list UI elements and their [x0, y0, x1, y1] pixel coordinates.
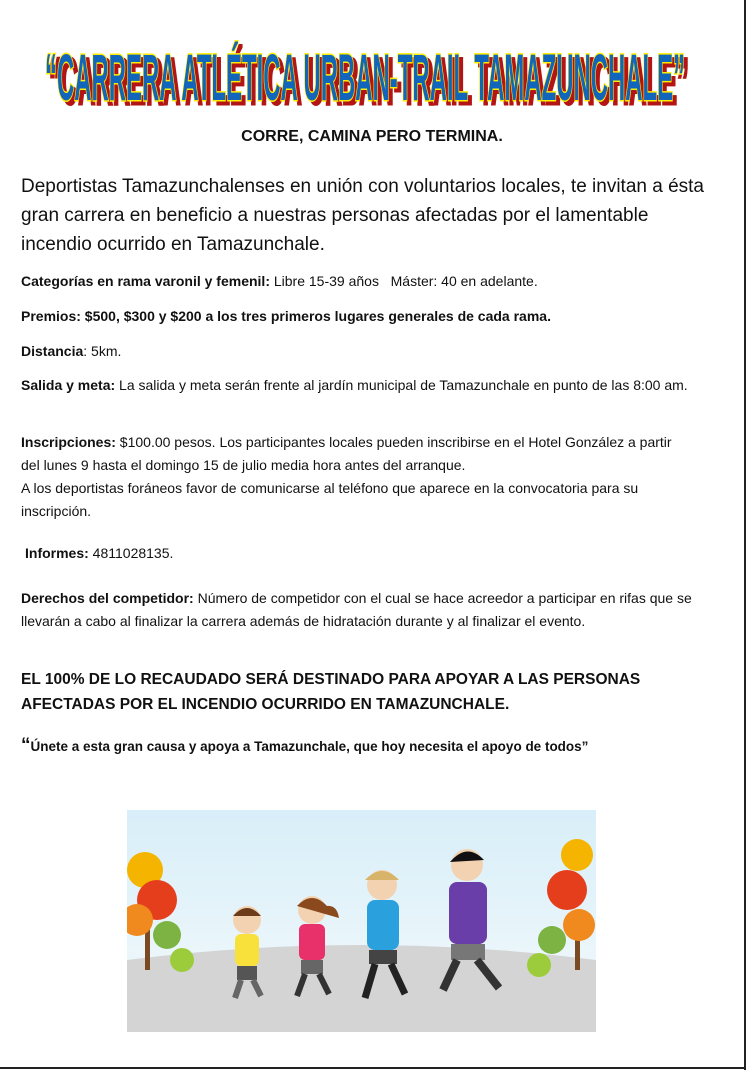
prizes-paragraph [21, 305, 711, 328]
registration-text-foreign: A los deportistas foráneos favor de comunicarse al teléfono que aparece en la convocatoria para su inscripción. [21, 480, 639, 519]
registration-label: Inscripciones: [21, 434, 116, 450]
slogan: CORRE, CAMINA PERO TERMINA. [241, 128, 503, 145]
categories-label: Categorías en rama varonil y femenil: [21, 273, 270, 289]
quote-text: Únete a esta gran causa y apoya a Tamazunchale, que hoy necesita el apoyo de todos” [30, 739, 589, 754]
quote-open-mark: “ [21, 735, 31, 756]
info-phone: 4811028135. [88, 545, 174, 561]
event-title: “CARRERA ATLÉTICA URBAN-TRAIL TAMAZUNCHALE” [45, 40, 685, 114]
registration-text: $100.00 pesos. Los participantes locales pueden inscribirse en el Hotel González a partir del lunes 9 hasta el domingo 15 de julio media hora antes del arranque. [21, 434, 672, 473]
registration-paragraph [21, 431, 681, 523]
family-running-illustration [127, 810, 596, 1032]
distance-text: : 5km. [83, 343, 122, 359]
page-border-right [744, 0, 746, 1070]
start-finish-paragraph [21, 374, 701, 397]
rights-label: Derechos del competidor: [21, 590, 194, 606]
info-paragraph [25, 542, 715, 565]
prizes-label: Premios: $500, $300 y $200 a los tres primeros lugares generales de cada rama. [21, 308, 551, 324]
title-banner [30, 30, 700, 114]
start-finish-label: Salida y meta: [21, 377, 116, 393]
rights-text: Número de competidor con el cual se hace acreedor a participar en rifas que se llevarán a cabo al finalizar la carrera además de hidratación durante y al finalizar el evento. [21, 590, 692, 629]
start-finish-text: La salida y meta serán frente al jardín municipal de Tamazunchale en punto de las 8:00 am. [115, 377, 688, 393]
closing-quote [21, 735, 736, 757]
distance-label: Distancia [21, 343, 84, 359]
intro-paragraph: Deportistas Tamazunchalenses en unión con voluntarios locales, te invitan a ésta gran carrera en beneficio a nuestras personas afectadas por el lamentable incendio ocurrido en Tamazunchale. [21, 176, 704, 255]
info-label: Informes: [25, 545, 89, 561]
page-border-bottom [0, 1067, 746, 1069]
distance-paragraph [21, 340, 711, 363]
categories-text: Libre 15-39 años Máster: 40 en adelante. [269, 273, 538, 289]
rights-paragraph [21, 587, 711, 633]
cobblestone-path [127, 945, 596, 1032]
announcement: EL 100% DE LO RECAUDADO SERÁ DESTINADO PARA APOYAR A LAS PERSONAS AFECTADAS POR EL INCENDIO OCURRIDO EN TAMAZUNCHALE. [21, 671, 641, 713]
categories-paragraph [21, 270, 711, 293]
